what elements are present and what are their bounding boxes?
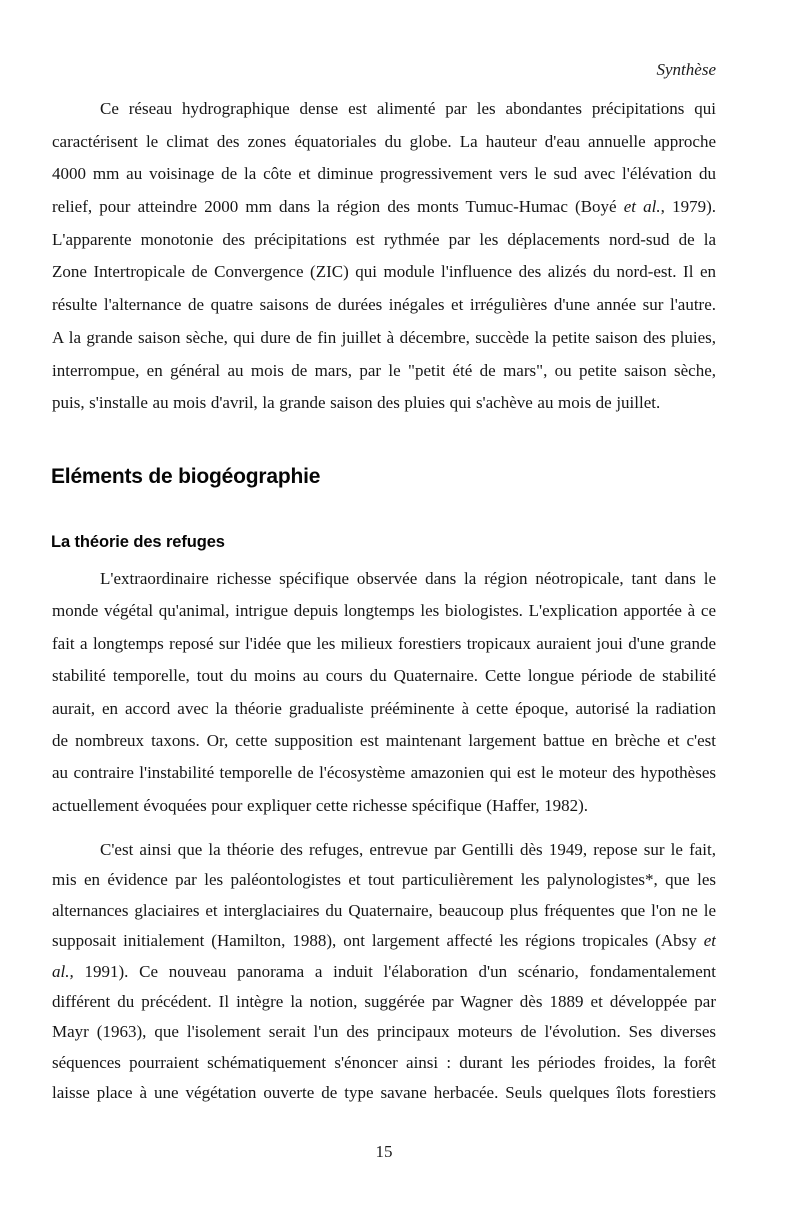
paragraph-theorie-refuges	[52, 835, 716, 1109]
text-run: séquences pourraient schématiquement s'énoncer ainsi : durant les périodes froides, la forêt	[52, 1052, 716, 1072]
text-run: au contraire l'instabilité temporelle de l'écosystème amazonien qui est le moteur des hypothèses	[52, 763, 716, 783]
paragraph-reseau-hydrographique	[52, 93, 716, 420]
text-run: Ce réseau hydrographique dense est alimenté par les abondantes précipitations qui	[100, 99, 716, 118]
text-run: L'apparente monotonie des précipitations est rythmée par les déplacements nord-sud de la	[52, 229, 716, 249]
text-run: Zone Intertropicale de Convergence (ZIC) qui module l'influence des alizés du nord-est. Il en	[52, 262, 716, 282]
text-run: actuellement évoquées pour expliquer cette richesse spécifique (Haffer, 1982).	[52, 795, 589, 815]
text-line	[52, 660, 716, 692]
italic-text-run: et al.	[623, 197, 661, 217]
text-run: A la grande saison sèche, qui dure de fin juillet à décembre, succède la petite saison des pluies,	[52, 327, 716, 347]
page-number: 15	[375, 1142, 393, 1161]
text-line	[52, 1078, 716, 1108]
text-run: interrompue, en général au mois de mars, par le "petit été de mars", ou petite saison sèche,	[52, 360, 716, 380]
subsection-heading: La théorie des refuges	[51, 533, 225, 551]
text-run: résulte l'alternance de quatre saisons de durées inégales et irrégulières d'une année sur l'autre.	[52, 295, 716, 315]
italic-text-run: et	[703, 931, 716, 951]
text-run: de nombreux taxons. Or, cette supposition est maintenant largement battue en brèche et c'est	[52, 730, 716, 750]
text-line	[52, 725, 716, 757]
text-run: , 1979).	[660, 197, 716, 217]
text-run: puis, s'installe au mois d'avril, la grande saison des pluies qui s'achève au mois de juillet.	[52, 393, 661, 413]
text-line	[52, 790, 716, 822]
text-line	[52, 224, 716, 257]
text-run: mis en évidence par les paléontologistes et tout particulièrement les palynologistes*, que les	[52, 870, 716, 890]
text-run: 4000 mm au voisinage de la côte et diminue progressivement vers le sud avec l'élévation du	[52, 164, 716, 184]
text-run: alternances glaciaires et interglaciaires du Quaternaire, beaucoup plus fréquentes que l'on ne le	[52, 900, 716, 920]
text-run: stabilité temporelle, tout du moins au cours du Quaternaire. Cette longue période de stabilité	[52, 666, 716, 686]
text-line	[52, 1017, 716, 1047]
text-line	[52, 865, 716, 895]
text-run: Mayr (1963), que l'isolement serait l'un des principaux moteurs de l'évolution. Ses diverses	[52, 1022, 716, 1042]
italic-text-run: al.,	[52, 961, 74, 981]
text-line	[52, 93, 716, 126]
paragraph-richesse-specifique	[52, 563, 716, 822]
text-run: monde végétal qu'animal, intrigue depuis longtemps les biologistes. L'explication apportée à ce	[52, 601, 716, 621]
text-line	[52, 693, 716, 725]
text-line	[52, 158, 716, 191]
text-line	[52, 987, 716, 1017]
text-run: supposait initialement (Hamilton, 1988), ont largement affecté les régions tropicales (Absy	[52, 931, 704, 951]
text-line	[52, 957, 716, 987]
text-line	[52, 926, 716, 956]
text-run: 1991). Ce nouveau panorama a induit l'élaboration d'un scénario, fondamentalement	[73, 961, 716, 981]
text-run: aurait, en accord avec la théorie gradualiste prééminente à cette époque, autorisé la radiation	[52, 698, 716, 718]
text-line	[52, 256, 716, 289]
text-line	[52, 757, 716, 789]
text-line	[52, 289, 716, 322]
text-line	[52, 563, 716, 595]
text-line	[52, 191, 716, 224]
text-run: fait a longtemps reposé sur l'idée que les milieux forestiers tropicaux auraient joui d'une grande	[52, 633, 716, 653]
text-run: relief, pour atteindre 2000 mm dans la région des monts Tumuc-Humac (Boyé	[52, 197, 624, 217]
running-header: Synthèse	[656, 60, 716, 79]
section-heading: Eléments de biogéographie	[51, 465, 321, 488]
text-line	[52, 595, 716, 627]
text-line	[52, 355, 716, 388]
text-run: laisse place à une végétation ouverte de type savane herbacée. Seuls quelques îlots forestiers	[52, 1083, 716, 1103]
text-run: différent du précédent. Il intègre la notion, suggérée par Wagner dès 1889 et développée par	[52, 991, 716, 1011]
text-run: C'est ainsi que la théorie des refuges, entrevue par Gentilli dès 1949, repose sur le fait,	[100, 840, 716, 859]
text-line	[52, 387, 716, 420]
text-line	[52, 835, 716, 865]
text-run: caractérisent le climat des zones équatoriales du globe. La hauteur d'eau annuelle approche	[52, 131, 716, 151]
text-line	[52, 1048, 716, 1078]
text-run: L'extraordinaire richesse spécifique observée dans la région néotropicale, tant dans le	[100, 569, 716, 588]
text-line	[52, 322, 716, 355]
text-line	[52, 896, 716, 926]
text-line	[52, 126, 716, 159]
text-line	[52, 628, 716, 660]
